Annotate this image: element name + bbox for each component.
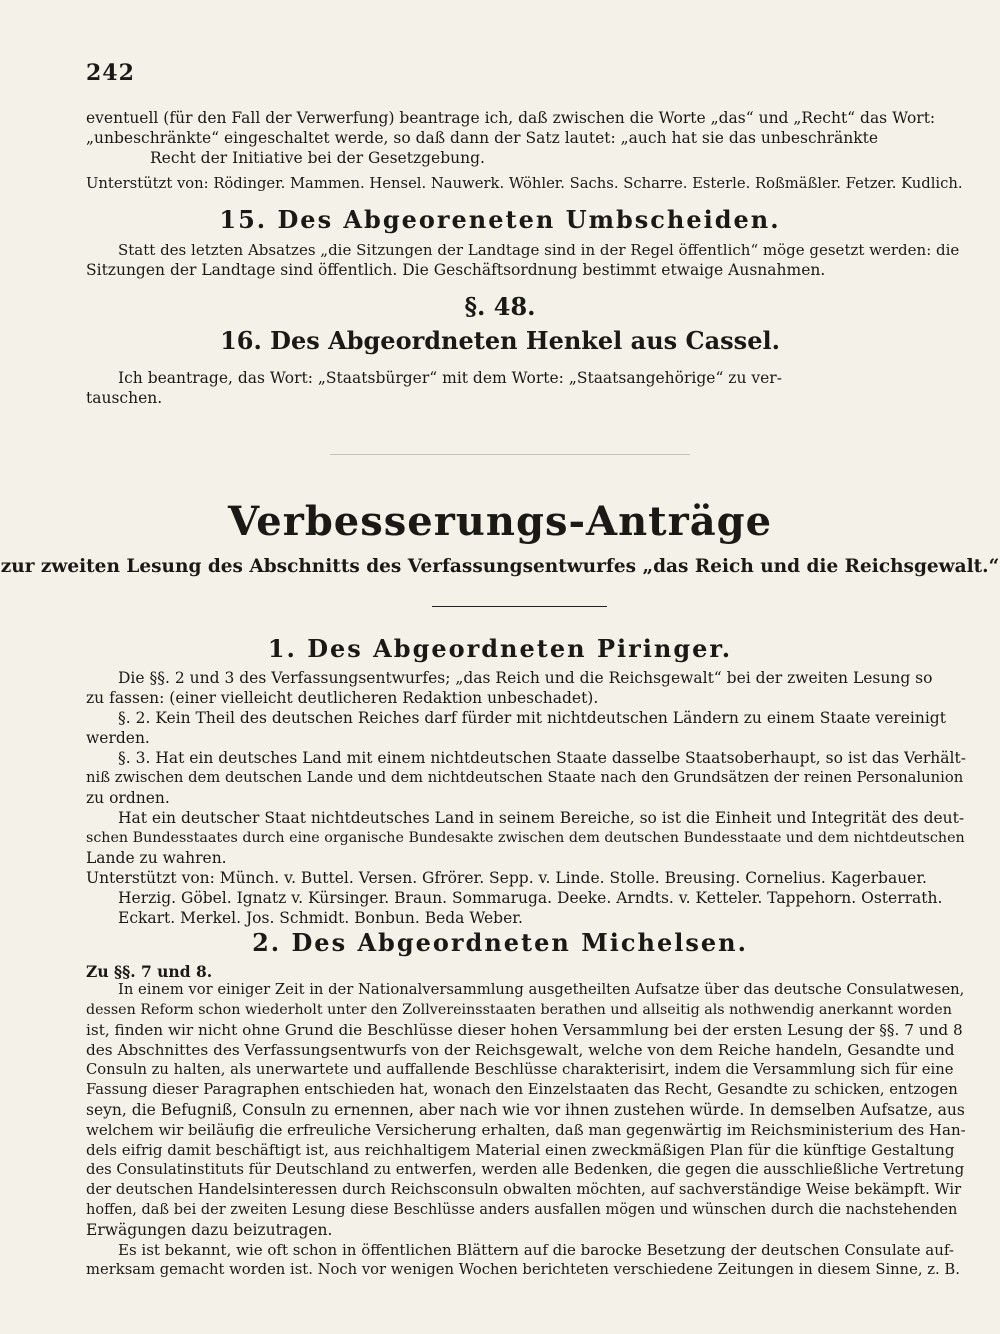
text-line: merksam gemacht worden ist. Noch vor wenigen Wochen berichteten verschiedene Zeitungen in diesem Sinne, z. B.: [86, 1261, 960, 1278]
main-subtitle: zur zweiten Lesung des Abschnitts des Verfassungsentwurfes „das Reich und die Reichsgewalt.“: [0, 556, 1000, 577]
text-line: schen Bundesstaates durch eine organische Bundesakte zwischen dem deutschen Bundesstaate und dem nichtdeutschen: [86, 830, 965, 846]
text-line: Die §§. 2 und 3 des Verfassungsentwurfes; „das Reich und die Reichsgewalt“ bei der zweiten Lesung so: [118, 669, 933, 687]
supporters-line: Herzig. Göbel. Ignatz v. Kürsinger. Braun. Sommaruga. Deeke. Arndts. v. Ketteler. Tappehorn. Osterrath.: [118, 889, 943, 907]
text-line: welchem wir beiläufig die erfreuliche Versicherung erhalten, daß man gegenwärtig im Reichsministerium des Han-: [86, 1121, 966, 1139]
text-line: Fassung dieser Paragraphen entschieden hat, wonach den Einzelstaaten das Recht, Gesandte zu schicken, entzogen: [86, 1081, 958, 1098]
text-line: tauschen.: [86, 389, 163, 407]
text-line: des Abschnittes des Verfassungsentwurfs von der Reichsgewalt, welche von dem Reiche handeln, Gesandte und: [86, 1041, 955, 1059]
text-line: Recht der Initiative bei der Gesetzgebung.: [150, 149, 485, 167]
supporters-line: Unterstützt von: Rödinger. Mammen. Hensel. Nauwerk. Wöhler. Sachs. Scharre. Esterle. Roßmäßler. Fetzer. Kudlich.: [86, 175, 963, 192]
text-line: §. 3. Hat ein deutsches Land mit einem nichtdeutschen Staate dasselbe Staatsoberhaupt, so ist das Verhält-: [118, 749, 966, 767]
text-line: ist, finden wir nicht ohne Grund die Beschlüsse dieser hohen Versammlung bei der ersten Lesung der §§. 7 und 8: [86, 1021, 963, 1039]
section-heading-16: 16. Des Abgeordneten Henkel aus Cassel.: [220, 326, 780, 355]
text-line: Es ist bekannt, wie oft schon in öffentlichen Blättern auf die barocke Besetzung der deutschen Consulate auf-: [118, 1241, 954, 1259]
text-line: In einem vor einiger Zeit in der Nationalversammlung ausgetheilten Aufsatze über das deutsche Consulatwesen,: [118, 981, 965, 998]
supporters-line: Eckart. Merkel. Jos. Schmidt. Bonbun. Beda Weber.: [118, 909, 523, 927]
text-line: der deutschen Handelsinteressen durch Reichsconsuln obwalten möchten, auf sachverständige Weise bekämpft. Wir: [86, 1181, 962, 1198]
text-line: §. 2. Kein Theil des deutschen Reiches darf fürder mit nichtdeutschen Ländern zu einem Staate vereinigt: [118, 709, 946, 727]
motion-heading-1: 1. Des Abgeordneten Piringer.: [267, 634, 733, 663]
text-line: hoffen, daß bei der zweiten Lesung diese Beschlüsse anders ausfallen mögen und wünschen durch die nachstehenden: [86, 1202, 958, 1218]
motion-intro: Zu §§. 7 und 8.: [86, 962, 213, 981]
text-line: Hat ein deutscher Staat nichtdeutsches Land in seinem Bereiche, so ist die Einheit und Integrität des deut-: [118, 809, 965, 827]
text-line: Ich beantrage, das Wort: „Staatsbürger“ mit dem Worte: „Staatsangehörige“ zu ver-: [118, 369, 782, 387]
text-line: Consuln zu halten, als unerwartete und auffallende Beschlüsse charakterisirt, indem die Versammlung sich für eine: [86, 1061, 954, 1078]
text-line: Sitzungen der Landtage sind öffentlich. Die Geschäftsordnung bestimmt etwaige Ausnahmen.: [86, 261, 826, 279]
paragraph-number: §. 48.: [464, 292, 536, 321]
main-title: Verbesserungs-Anträge: [227, 498, 773, 545]
text-line: Statt des letzten Absatzes „die Sitzungen der Landtage sind in der Regel öffentlich“ möge gesetzt werden: die: [118, 241, 960, 259]
text-line: werden.: [86, 729, 150, 747]
text-line: „unbeschränkte“ eingeschaltet werde, so daß dann der Satz lautet: „auch hat sie das unbeschränkte: [86, 129, 879, 147]
text-line: seyn, die Befugniß, Consuln zu ernennen, aber nach wie vor ihnen zustehen würde. In demselben Aufsatze, aus: [86, 1101, 965, 1119]
text-line: dels eifrig damit beschäftigt ist, aus reichhaltigem Material einen zweckmäßigen Plan für die künftige Gestaltung: [86, 1141, 955, 1159]
text-line: dessen Reform schon wiederholt unter den Zollvereinsstaaten berathen und allseitig als nothwendig anerkannt worden: [86, 1002, 952, 1018]
supporters-line: Unterstützt von: Münch. v. Buttel. Versen. Gfrörer. Sepp. v. Linde. Stolle. Breusing. Cornelius. Kagerbauer.: [86, 869, 927, 887]
text-line: niß zwischen dem deutschen Lande und dem nichtdeutschen Staate nach den Grundsätzen der reinen Personalunion: [86, 769, 964, 786]
text-line: zu ordnen.: [86, 789, 170, 807]
bleed-through-rule: [330, 454, 690, 455]
text-line: des Consulatinstituts für Deutschland zu entwerfen, werden alle Bedenken, die gegen die ausschließliche Vertretung: [86, 1161, 965, 1178]
page-number: 242: [86, 60, 135, 86]
text-line: eventuell (für den Fall der Verwerfung) beantrage ich, daß zwischen die Worte „das“ und „Recht“ das Wort:: [86, 109, 936, 127]
text-line: Erwägungen dazu beizutragen.: [86, 1221, 333, 1239]
title-divider: [432, 606, 607, 607]
text-line: zu fassen: (einer vielleicht deutlicheren Redaktion unbeschadet).: [86, 689, 599, 707]
text-line: Lande zu wahren.: [86, 849, 227, 867]
motion-heading-2: 2. Des Abgeordneten Michelsen.: [252, 928, 748, 957]
section-heading-15: 15. Des Abgeoreneten Umbscheiden.: [219, 205, 781, 234]
